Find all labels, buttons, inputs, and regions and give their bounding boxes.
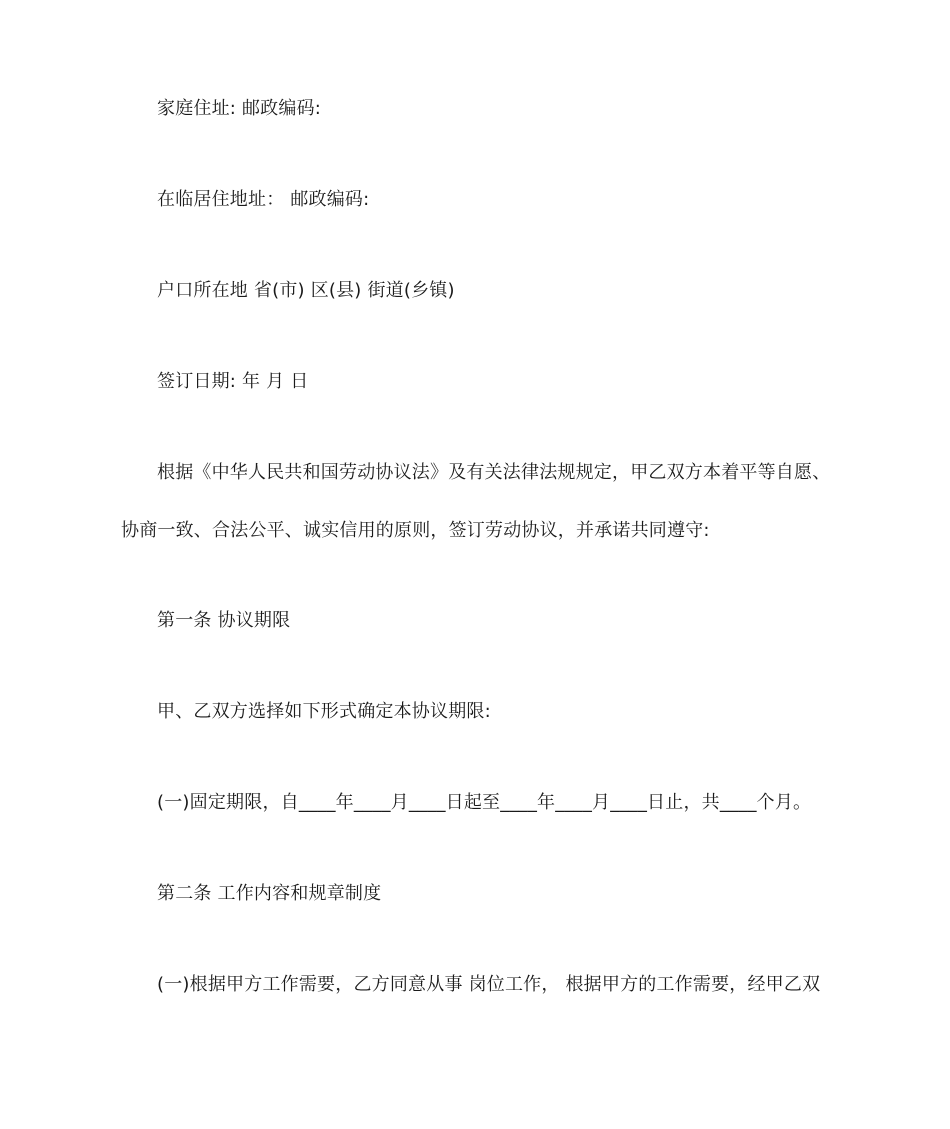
home-address-line: 家庭住址: 邮政编码: <box>157 98 322 119</box>
temp-address-line: 在临居住地址： 邮政编码: <box>157 189 370 210</box>
preamble-line-2: 协商一致、合法公平、诚实信用的原则，签订劳动协议，并承诺共同遵守: <box>121 520 710 541</box>
article-2-heading: 第二条 工作内容和规章制度 <box>157 883 382 904</box>
household-registration-line: 户口所在地 省(市) 区(县) 街道(乡镇) <box>157 280 455 301</box>
fixed-term-clause: (一)固定期限，自____年____月____日起至____年____月____日止，共____个月。 <box>157 792 812 813</box>
article-1-heading: 第一条 协议期限 <box>157 610 291 631</box>
article-2-clause-1: (一)根据甲方工作需要，乙方同意从事 岗位工作， 根据甲方的工作需要，经甲乙双 <box>157 974 821 995</box>
signing-date-line: 签订日期: 年 月 日 <box>157 371 309 392</box>
preamble-line-1: 根据《中华人民共和国劳动协议法》及有关法律法规规定，甲乙双方本着平等自愿、 <box>157 462 831 483</box>
article-1-intro: 甲、乙双方选择如下形式确定本协议期限: <box>157 701 491 722</box>
